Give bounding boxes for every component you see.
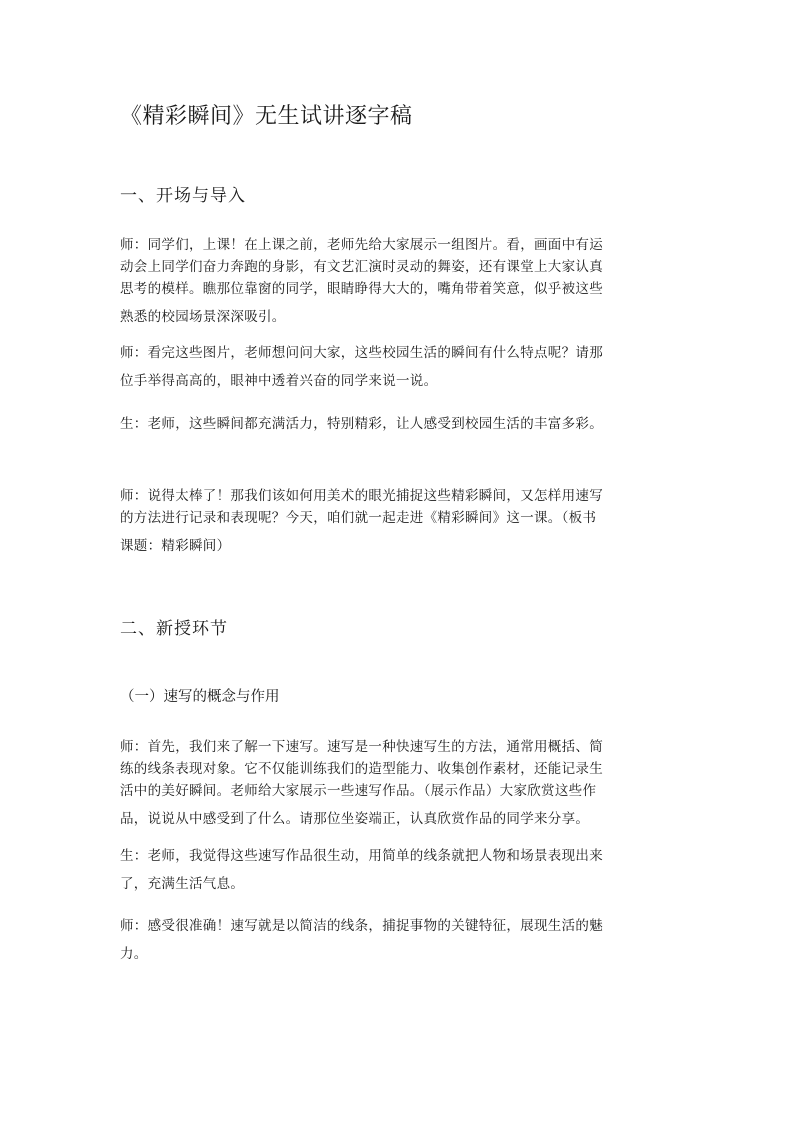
- text-line: 思考的模样。瞧那位靠窗的同学，眼睛睁得大大的，嘴角带着笑意，似乎被这些: [120, 281, 603, 297]
- paragraph-opening-4: [120, 485, 676, 563]
- paragraph-sketch-3: [120, 915, 676, 971]
- paragraph-opening-2: [120, 342, 676, 398]
- text-line: 师：首先，我们来了解一下速写。速写是一种快速写生的方法，通常用概括、简: [120, 739, 603, 755]
- subsection-heading-sketch-concept: （一）速写的概念与作用: [120, 689, 280, 705]
- paragraph-sketch-2: [120, 845, 676, 901]
- paragraph-opening-1: [120, 234, 676, 334]
- text-line: 师：看完这些图片，老师想问问大家，这些校园生活的瞬间有什么特点呢？请那: [120, 345, 603, 361]
- text-line: 的方法进行记录和表现呢？今天，咱们就一起走进《精彩瞬间》这一课。（板书: [120, 510, 597, 526]
- text-line: 练的线条表现对象。它不仅能训练我们的造型能力、收集创作素材，还能记录生: [120, 761, 603, 777]
- text-line: 力。: [120, 946, 148, 962]
- text-line: 了，充满生活气息。: [120, 876, 245, 892]
- text-line: 生：老师，这些瞬间都充满活力，特别精彩，让人感受到校园生活的丰富多彩。: [120, 416, 603, 432]
- text-line: 位手举得高高的，眼神中透着兴奋的同学来说一说。: [120, 373, 438, 389]
- text-line: 师：同学们，上课！在上课之前，老师先给大家展示一组图片。看，画面中有运: [120, 237, 603, 253]
- section-heading-new-lesson: 二、新授环节: [120, 619, 228, 639]
- text-line: 师：感受很准确！速写就是以简洁的线条，捕捉事物的关键特征，展现生活的魅: [120, 918, 603, 934]
- text-line: 动会上同学们奋力奔跑的身影，有文艺汇演时灵动的舞姿，还有课堂上大家认真: [120, 259, 603, 275]
- text-line: 生：老师，我觉得这些速写作品很生动，用简单的线条就把人物和场景表现出来: [120, 848, 603, 864]
- text-line: 师：说得太棒了！那我们该如何用美术的眼光捕捉这些精彩瞬间，又怎样用速写: [120, 488, 603, 504]
- text-line: 课题：精彩瞬间）: [120, 538, 231, 554]
- document-title: 《精彩瞬间》无生试讲逐字稿: [120, 104, 413, 129]
- paragraph-opening-3: [120, 413, 676, 435]
- text-line: 活中的美好瞬间。老师给大家展示一些速写作品。（展示作品）大家欣赏这些作: [120, 783, 597, 799]
- text-line: 熟悉的校园场景深深吸引。: [120, 309, 286, 325]
- paragraph-sketch-1: [120, 736, 676, 836]
- section-heading-opening: 一、开场与导入: [120, 186, 246, 206]
- text-line: 品，说说从中感受到了什么。请那位坐姿端正，认真欣赏作品的同学来分享。: [120, 811, 590, 827]
